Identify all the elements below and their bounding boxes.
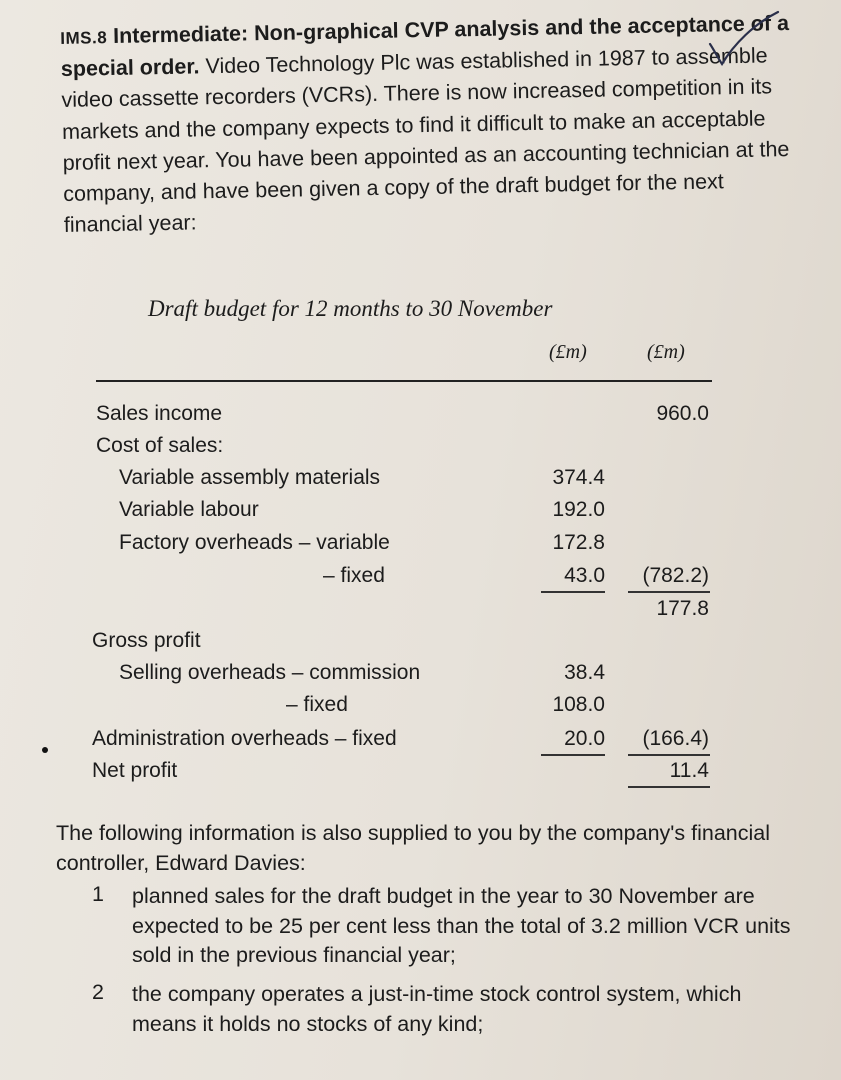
subtotal-underline xyxy=(541,591,605,593)
row-label: Sales income xyxy=(96,402,223,425)
row-value-col2: 177.8 xyxy=(656,597,709,620)
subtotal-underline xyxy=(628,754,710,756)
row-label: Gross profit xyxy=(92,629,201,652)
question-heading: Intermediate: Non-graphical CVP analysis and the acceptance of a special order. xyxy=(60,11,790,82)
header-rule xyxy=(96,380,712,382)
subtotal-underline xyxy=(541,754,605,756)
row-label: – fixed xyxy=(323,564,385,587)
list-item-text: planned sales for the draft budget in the year to 30 November are expected to be 25 per cent less than the total of 3.2 million VCR units sold in the previous financial year; xyxy=(132,884,791,967)
row-value-col2: (166.4) xyxy=(642,727,709,750)
question-intro xyxy=(60,8,794,241)
margin-dot xyxy=(42,747,48,753)
list-item-text: the company operates a just-in-time stock control system, which means it holds no stocks of any kind; xyxy=(132,982,742,1036)
row-value-col1: 38.4 xyxy=(564,661,605,684)
row-value-col1: 43.0 xyxy=(564,564,605,587)
row-label: Net profit xyxy=(92,759,178,782)
row-label: Administration overheads – fixed xyxy=(92,727,397,750)
row-label: Cost of sales: xyxy=(96,434,224,457)
question-body: Video Technology Plc was established in 1987 to assemble video cassette recorders (VCRs). There is now increased competition in its markets and the company expects to find it difficult to make an acceptable profit next year. You have been appointed as an accounting technician at the company, and have been given a copy of the draft budget for the next financial year: xyxy=(61,43,790,238)
row-value-col1: 192.0 xyxy=(552,498,605,521)
question-code: IMS.8 xyxy=(60,28,108,48)
row-label: Variable labour xyxy=(119,498,259,521)
row-value-col2: (782.2) xyxy=(642,564,709,587)
column-header-2: (£m) xyxy=(647,341,685,363)
row-value-col1: 20.0 xyxy=(564,727,605,750)
handwritten-check-mark-icon xyxy=(704,8,784,68)
row-value-col1: 374.4 xyxy=(552,466,605,489)
column-header-1: (£m) xyxy=(549,341,587,363)
total-underline xyxy=(628,786,710,788)
list-number: 2 xyxy=(92,980,104,1004)
row-label: Variable assembly materials xyxy=(119,466,381,489)
row-label: – fixed xyxy=(286,693,348,716)
row-value-col1: 108.0 xyxy=(552,693,605,716)
row-label: Factory overheads – variable xyxy=(119,531,390,554)
budget-title: Draft budget for 12 months to 30 November xyxy=(148,296,553,321)
row-value-col1: 172.8 xyxy=(552,531,605,554)
row-value-col2: 960.0 xyxy=(656,402,709,425)
info-lead: The following information is also supplied to you by the company's financial controller, Edward Davies: xyxy=(56,821,770,875)
row-label: Selling overheads – commission xyxy=(119,661,421,684)
row-value-col2: 11.4 xyxy=(669,759,709,782)
subtotal-underline xyxy=(628,591,710,593)
list-number: 1 xyxy=(92,882,104,906)
